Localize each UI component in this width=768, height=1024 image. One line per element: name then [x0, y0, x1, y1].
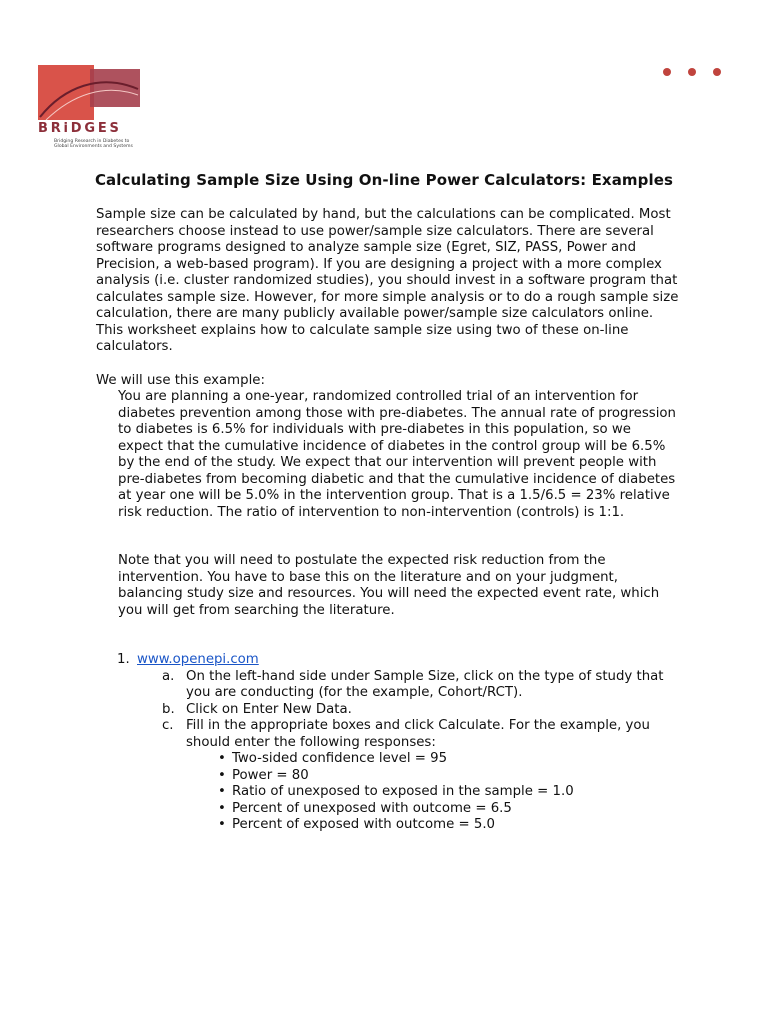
logo-tagline: Bridging Research in Diabetes to Global Environments and Systems	[54, 139, 133, 150]
list-item	[218, 817, 687, 834]
example-lead: We will use this example:	[96, 373, 265, 388]
example-paragraph-2: Note that you will need to postulate the expected risk reduction from the intervention. You have to base this on the literature and on your judgment, balancing study size and resources. You will need the expected event rate, which you will get from searching the literature.	[118, 553, 660, 618]
list-item	[218, 784, 687, 801]
response-bullet-list	[218, 751, 687, 834]
bullet-text: Percent of exposed with outcome = 5.0	[232, 817, 496, 832]
list-item	[218, 801, 687, 818]
dot-icon	[663, 68, 671, 76]
bullet-icon: •	[218, 817, 226, 832]
substep-b	[162, 702, 687, 719]
steps-list	[117, 652, 687, 834]
bridges-logo-graphic	[38, 65, 140, 120]
bullet-icon: •	[218, 800, 226, 816]
substep-letter: a.	[162, 668, 175, 684]
bullet-icon: •	[218, 767, 226, 783]
substep-letter: b.	[162, 701, 175, 717]
bullet-text: Two-sided confidence level = 95	[232, 751, 448, 766]
substep-text: Fill in the appropriate boxes and click Calculate. For the example, you should enter the following responses:	[186, 718, 650, 750]
substep-text: Click on Enter New Data.	[186, 701, 352, 717]
bullet-text: Power = 80	[232, 767, 309, 783]
substep-a	[162, 669, 687, 702]
example-paragraph-1: You are planning a one-year, randomized controlled trial of an intervention for diabetes prevention among those with pre-diabetes. The annual rate of progression to diabetes is 6.5% for individuals with pre-diabetes in this population, so we expect that the cumulative incidence of diabetes in the control group will be 6.5% by the end of the study. We expect that our intervention will prevent people with pre-diabetes from becoming diabetic and that the cumulative incidence of diabetes at year one will be 5.0% in the intervention group. That is a 1.5/6.5 = 23% relative risk reduction. The ratio of intervention to non-intervention (controls) is 1:1.	[118, 389, 676, 520]
list-item	[218, 768, 687, 785]
dot-icon	[713, 68, 721, 76]
substep-c	[162, 718, 687, 751]
substep-text: On the left-hand side under Sample Size, click on the type of study that you are conducting (for the example, Cohort/RCT).	[186, 668, 664, 700]
list-item	[218, 751, 687, 768]
bullet-icon: •	[218, 784, 226, 799]
step-number: 1.	[117, 652, 130, 667]
logo-name: BRiDGES	[38, 121, 122, 136]
bridges-logo	[38, 65, 142, 157]
bullet-text: Ratio of unexposed to exposed in the sample = 1.0	[232, 784, 574, 799]
substep-letter: c.	[162, 718, 174, 733]
bullet-text: Percent of unexposed with outcome = 6.5	[232, 800, 512, 816]
dot-icon	[688, 68, 696, 76]
intro-paragraph: Sample size can be calculated by hand, but the calculations can be complicated. Most researchers choose instead to use power/sample size calculators. There are several software programs designed to analyze sample size (Egret, SIZ, PASS, Power and Precision, a web-based program). If you are designing a project with a more complex analysis (i.e. cluster randomized studies), you should invest in a software program that calculates sample size. However, for more simple analysis or to do a rough sample size calculation, there are many publicly available power/sample size calculators online. This worksheet explains how to calculate sample size using two of these on-line calculators.	[96, 207, 679, 354]
step-1	[117, 652, 687, 669]
bullet-icon: •	[218, 751, 226, 766]
step-1-substeps	[162, 669, 687, 752]
decorative-dots	[663, 68, 721, 76]
openepi-link[interactable]: www.openepi.com	[137, 652, 259, 667]
document-title: Calculating Sample Size Using On-line Power Calculators: Examples	[94, 171, 674, 189]
